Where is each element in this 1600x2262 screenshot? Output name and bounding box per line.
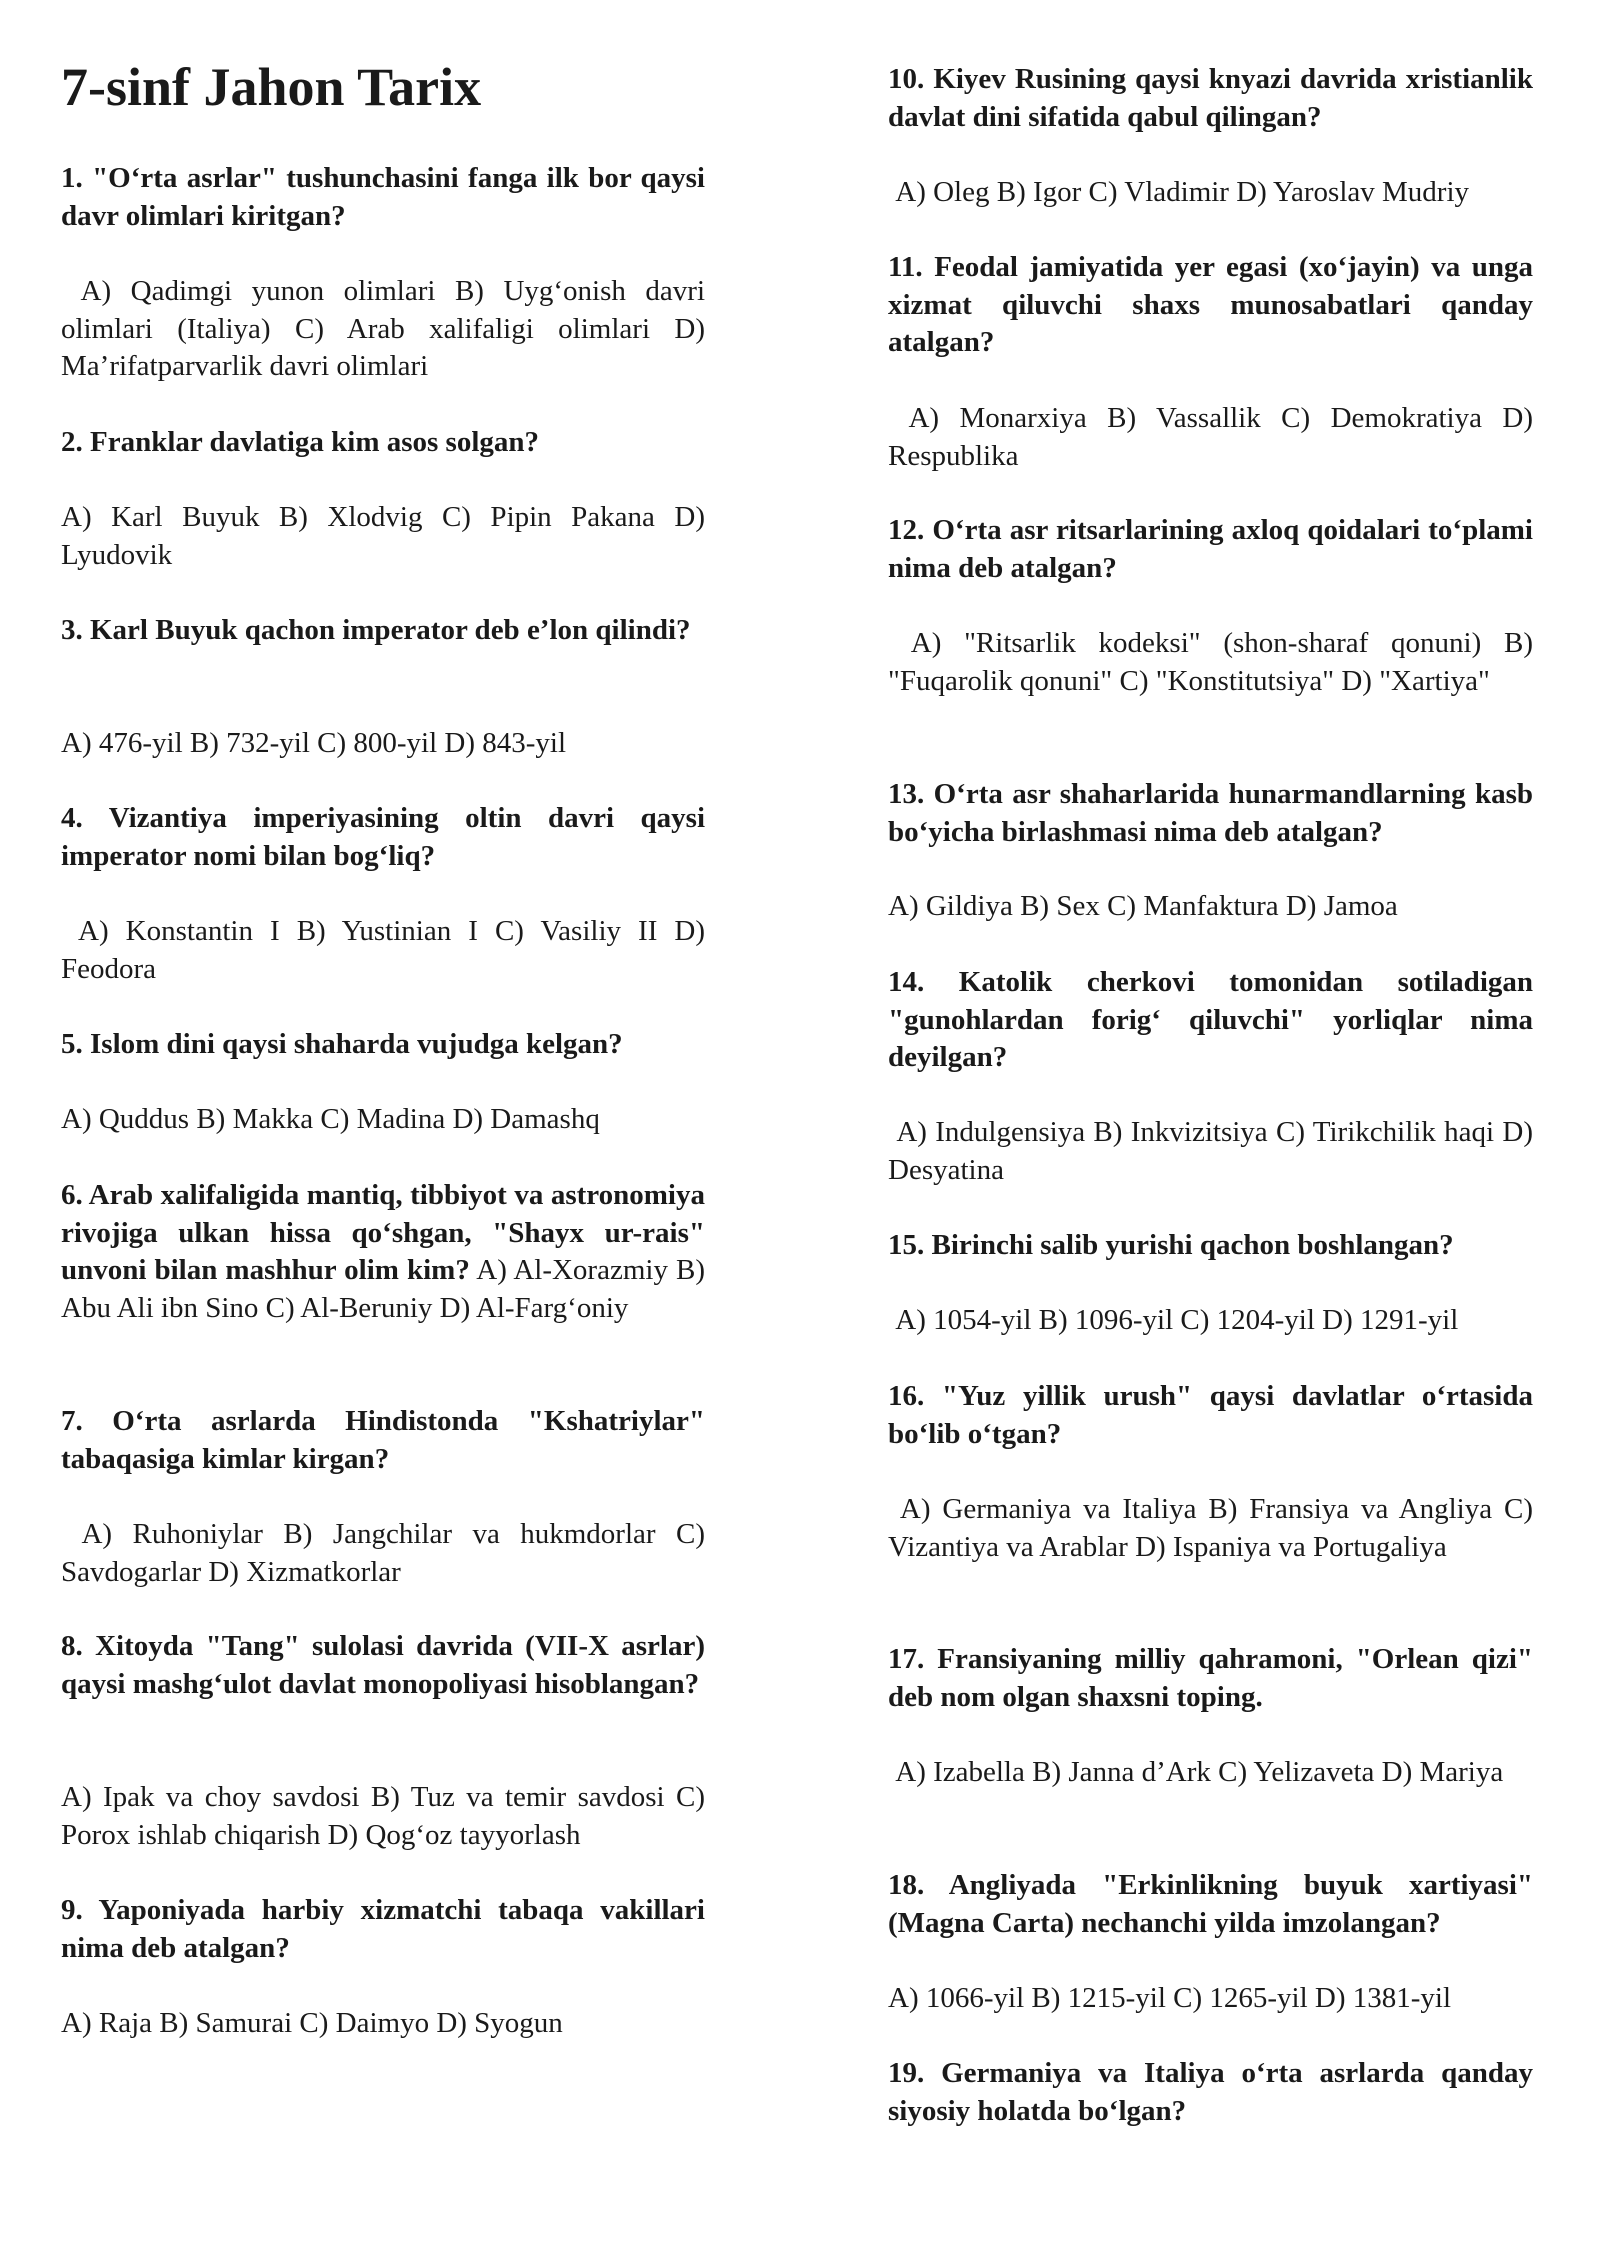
question-9 bbox=[61, 1892, 705, 1967]
answer-text: A) Konstantin I B) Yustinian I C) Vasiliy II D) Feodora bbox=[61, 915, 713, 985]
answer-text: A) Quddus B) Makka C) Madina D) Damashq bbox=[61, 1103, 600, 1135]
question-18 bbox=[888, 1867, 1533, 1942]
question-10 bbox=[888, 61, 1533, 136]
answer-text: A) Monarxiya B) Vassallik C) Demokratiya D) Respublika bbox=[888, 402, 1541, 472]
question-7 bbox=[61, 1403, 705, 1478]
question-15 bbox=[888, 1227, 1533, 1265]
answer-text: A) 1054-yil B) 1096-yil C) 1204-yil D) 1291-yil bbox=[888, 1304, 1459, 1336]
question-4 bbox=[61, 800, 705, 875]
question-14 bbox=[888, 964, 1533, 1077]
question-5 bbox=[61, 1026, 705, 1064]
question-text: 8. Xitoyda "Tang" sulolasi davrida (VII-X asrlar) qaysi mashg‘ulot davlat monopoliyasi hisoblangan? bbox=[61, 1630, 705, 1700]
answer-options-13 bbox=[888, 888, 1533, 926]
question-text: 12. O‘rta asr ritsarlarining axloq qoidalari to‘plami nima deb atalgan? bbox=[888, 514, 1533, 584]
page-title: 7-sinf Jahon Tarix bbox=[61, 57, 482, 117]
answer-text: A) Qadimgi yunon olimlari B) Uyg‘onish davri olimlari (Italiya) C) Arab xalifaligi olimlari D) Ma’rifatparvarlik davri olimlari bbox=[61, 275, 713, 382]
question-text: 16. "Yuz yillik urush" qaysi davlatlar o‘rtasida bo‘lib o‘tgan? bbox=[888, 1380, 1533, 1450]
question-text: 13. O‘rta asr shaharlarida hunarmandlarning kasb bo‘yicha birlashmasi nima deb atalgan? bbox=[888, 778, 1533, 848]
answer-options-4 bbox=[61, 913, 713, 988]
answer-options-11 bbox=[888, 400, 1541, 475]
answer-options-3 bbox=[61, 725, 705, 763]
answer-text: A) Oleg B) Igor C) Vladimir D) Yaroslav Mudriy bbox=[888, 176, 1470, 208]
answer-text: A) Ruhoniylar B) Jangchilar va hukmdorlar C) Savdogarlar D) Xizmatkorlar bbox=[61, 1518, 713, 1588]
answer-options-2 bbox=[61, 499, 705, 574]
answer-options-16 bbox=[888, 1491, 1540, 1566]
question-3 bbox=[61, 612, 705, 650]
question-1 bbox=[61, 160, 705, 235]
answer-text: A) 476-yil B) 732-yil C) 800-yil D) 843-yil bbox=[61, 727, 567, 759]
answer-options-8 bbox=[61, 1779, 705, 1854]
answer-text: A) Germaniya va Italiya B) Fransiya va Angliya C) Vizantiya va Arablar D) Ispaniya va Portugaliya bbox=[888, 1493, 1540, 1563]
question-text: 5. Islom dini qaysi shaharda vujudga kelgan? bbox=[61, 1028, 623, 1060]
question-text: 2. Franklar davlatiga kim asos solgan? bbox=[61, 426, 540, 458]
question-13 bbox=[888, 776, 1533, 851]
answer-options-15 bbox=[888, 1302, 1533, 1340]
question-text: 15. Birinchi salib yurishi qachon boshlangan? bbox=[888, 1229, 1454, 1261]
answer-text: A) Izabella B) Janna d’Ark C) Yelizaveta D) Mariya bbox=[888, 1756, 1504, 1788]
question-6 bbox=[61, 1177, 711, 1327]
question-16 bbox=[888, 1378, 1533, 1453]
question-17 bbox=[888, 1641, 1533, 1716]
question-text: 9. Yaponiyada harbiy xizmatchi tabaqa vakillari nima deb atalgan? bbox=[61, 1894, 705, 1964]
answer-options-7 bbox=[61, 1516, 713, 1591]
question-text: 1. "O‘rta asrlar" tushunchasini fanga ilk bor qaysi davr olimlari kiritgan? bbox=[61, 162, 705, 232]
answer-text: A) 1066-yil B) 1215-yil C) 1265-yil D) 1381-yil bbox=[888, 1982, 1452, 2014]
answer-text: A) Al-Xorazmiy B) Abu Ali ibn Sino C) Al-Beruniy D) Al-Farg‘oniy bbox=[61, 1254, 711, 1324]
question-2 bbox=[61, 424, 705, 462]
answer-text: A) "Ritsarlik kodeksi" (shon-sharaf qonuni) B) "Fuqarolik qonuni" C) "Konstitutsiya" D) "Xartiya" bbox=[888, 627, 1541, 697]
answer-text: A) Gildiya B) Sex C) Manfaktura D) Jamoa bbox=[888, 890, 1398, 922]
question-text: 3. Karl Buyuk qachon imperator deb e’lon qilindi? bbox=[61, 614, 691, 646]
question-text: 17. Fransiyaning milliy qahramoni, "Orlean qizi" deb nom olgan shaxsni toping. bbox=[888, 1643, 1533, 1713]
question-text: 4. Vizantiya imperiyasining oltin davri qaysi imperator nomi bilan bog‘liq? bbox=[61, 802, 705, 872]
answer-options-17 bbox=[888, 1754, 1533, 1792]
answer-options-18 bbox=[888, 1980, 1533, 2018]
question-text: 19. Germaniya va Italiya o‘rta asrlarda qanday siyosiy holatda bo‘lgan? bbox=[888, 2057, 1533, 2127]
question-text: 7. O‘rta asrlarda Hindistonda "Kshatriylar" tabaqasiga kimlar kirgan? bbox=[61, 1405, 705, 1475]
question-text: 14. Katolik cherkovi tomonidan sotiladigan "gunohlardan forig‘ qiluvchi" yorliqlar nima deyilgan? bbox=[888, 966, 1533, 1073]
question-8 bbox=[61, 1628, 705, 1703]
answer-options-10 bbox=[888, 174, 1533, 212]
answer-text: A) Indulgensiya B) Inkvizitsiya C) Tirikchilik haqi D) Desyatina bbox=[888, 1116, 1541, 1186]
answer-text: A) Raja B) Samurai C) Daimyo D) Syogun bbox=[61, 2007, 563, 2039]
answer-options-12 bbox=[888, 625, 1541, 700]
answer-options-14 bbox=[888, 1114, 1541, 1189]
question-text: 10. Kiyev Rusining qaysi knyazi davrida xristianlik davlat dini sifatida qabul qilingan? bbox=[888, 63, 1533, 133]
answer-text: A) Ipak va choy savdosi B) Tuz va temir savdosi C) Porox ishlab chiqarish D) Qog‘oz tayyorlash bbox=[61, 1781, 705, 1851]
question-11 bbox=[888, 249, 1533, 362]
answer-text: A) Karl Buyuk B) Xlodvig C) Pipin Pakana D) Lyudovik bbox=[61, 501, 705, 571]
answer-options-1 bbox=[61, 273, 713, 386]
question-text: 11. Feodal jamiyatida yer egasi (xo‘jayin) va unga xizmat qiluvchi shaxs munosabatlari qanday atalgan? bbox=[888, 251, 1533, 358]
question-19 bbox=[888, 2055, 1533, 2130]
question-text: 18. Angliyada "Erkinlikning buyuk xartiyasi" (Magna Carta) nechanchi yilda imzolangan? bbox=[888, 1869, 1533, 1939]
question-12 bbox=[888, 512, 1533, 587]
question-text: 6. Arab xalifaligida mantiq, tibbiyot va astronomiya rivojiga ulkan hissa qo‘shgan, "Shayx ur-rais" unvoni bilan mashhur olim kim? bbox=[61, 1179, 705, 1286]
answer-options-9 bbox=[61, 2005, 705, 2043]
answer-options-5 bbox=[61, 1101, 705, 1139]
